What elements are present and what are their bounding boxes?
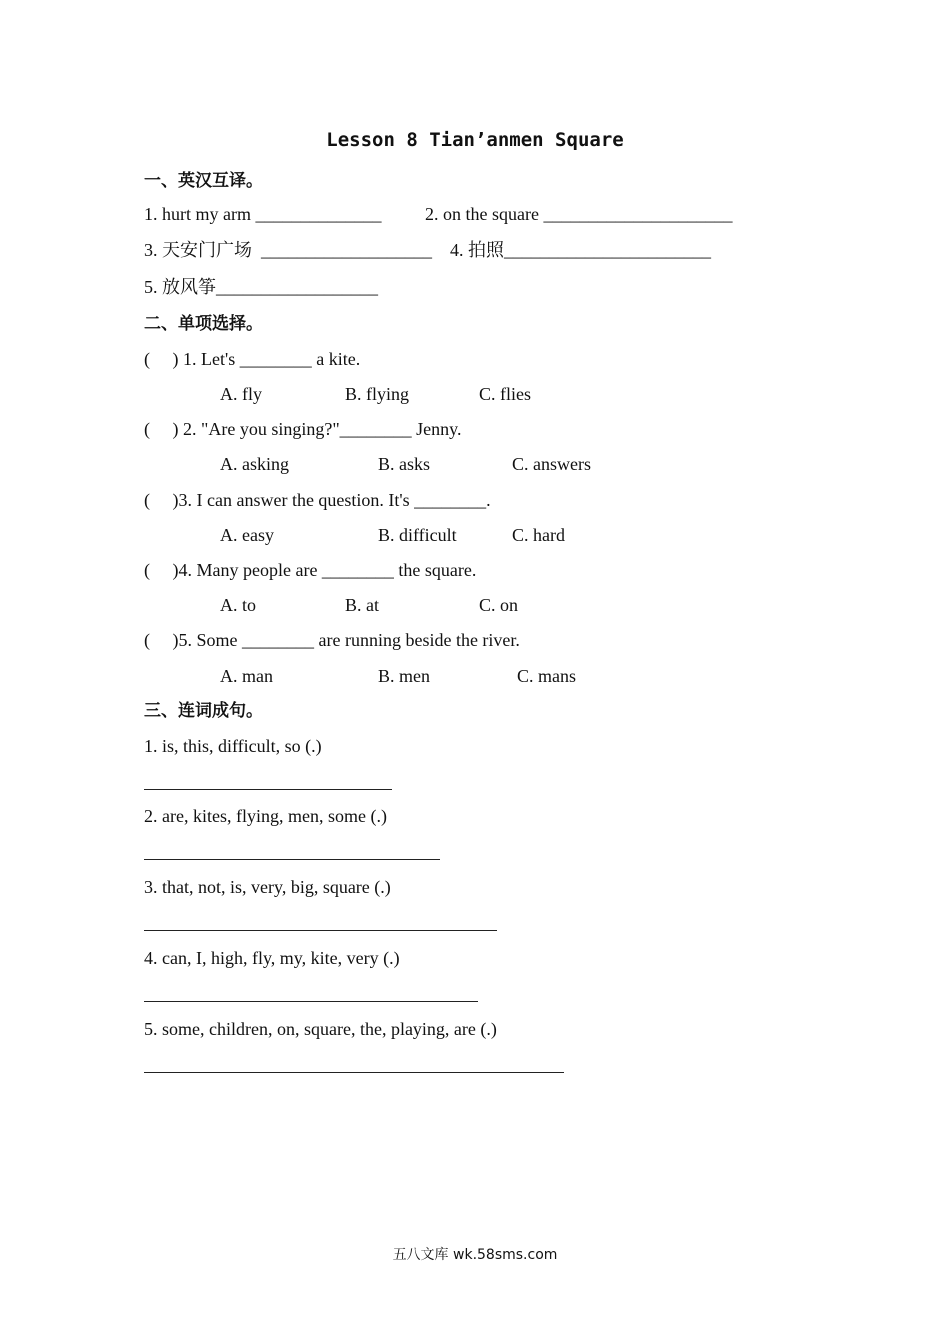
choice-option-c: C. flies	[479, 384, 531, 404]
footer-watermark: 五八文库 wk.58sms.com	[392, 1247, 558, 1263]
answer-line[interactable]	[144, 789, 392, 790]
choice-option-a: A. asking	[220, 454, 289, 474]
choice-option-a: A. to	[220, 595, 256, 615]
sentence-item-2: 2. are, kites, flying, men, some (.)	[144, 806, 387, 826]
choice-question-4: ( )4. Many people are ________ the square.	[144, 560, 477, 580]
answer-line[interactable]	[144, 1001, 478, 1002]
answer-line[interactable]	[144, 1072, 564, 1073]
translation-item-2: 2. on the square _____________________	[425, 204, 733, 224]
choice-question-3: ( )3. I can answer the question. It's ________.	[144, 490, 491, 510]
answer-line[interactable]	[144, 859, 440, 860]
translation-item-3: 3. 天安门广场 ___________________	[144, 240, 432, 260]
choice-option-c: C. on	[479, 595, 519, 615]
section-heading-translation: 一、英汉互译。	[144, 171, 263, 191]
sentence-item-1: 1. is, this, difficult, so (.)	[144, 736, 322, 756]
choice-option-a: A. man	[220, 666, 273, 686]
sentence-item-3: 3. that, not, is, very, big, square (.)	[144, 877, 391, 897]
choice-question-5: ( )5. Some ________ are running beside the river.	[144, 630, 520, 650]
page-title: Lesson 8 Tian’anmen Square	[326, 129, 624, 151]
choice-question-1: ( ) 1. Let's ________ a kite.	[144, 349, 361, 369]
choice-option-b: B. men	[378, 666, 430, 686]
choice-option-b: B. difficult	[378, 525, 457, 545]
choice-option-b: B. at	[345, 595, 379, 615]
sentence-item-4: 4. can, I, high, fly, my, kite, very (.)	[144, 948, 400, 968]
translation-item-1: 1. hurt my arm ______________	[144, 204, 382, 224]
choice-option-c: C. answers	[512, 454, 591, 474]
translation-item-4: 4. 拍照_______________________	[450, 240, 711, 260]
answer-line[interactable]	[144, 930, 497, 931]
sentence-item-5: 5. some, children, on, square, the, playing, are (.)	[144, 1019, 497, 1039]
section-heading-choice: 二、单项选择。	[144, 314, 263, 334]
choice-question-2: ( ) 2. "Are you singing?"________ Jenny.	[144, 419, 462, 439]
choice-option-a: A. easy	[220, 525, 274, 545]
choice-option-b: B. flying	[345, 384, 410, 404]
choice-option-b: B. asks	[378, 454, 431, 474]
translation-item-5: 5. 放风筝__________________	[144, 277, 378, 297]
choice-option-c: C. mans	[517, 666, 577, 686]
choice-option-a: A. fly	[220, 384, 262, 404]
section-heading-sentences: 三、连词成句。	[144, 701, 263, 721]
choice-option-c: C. hard	[512, 525, 565, 545]
